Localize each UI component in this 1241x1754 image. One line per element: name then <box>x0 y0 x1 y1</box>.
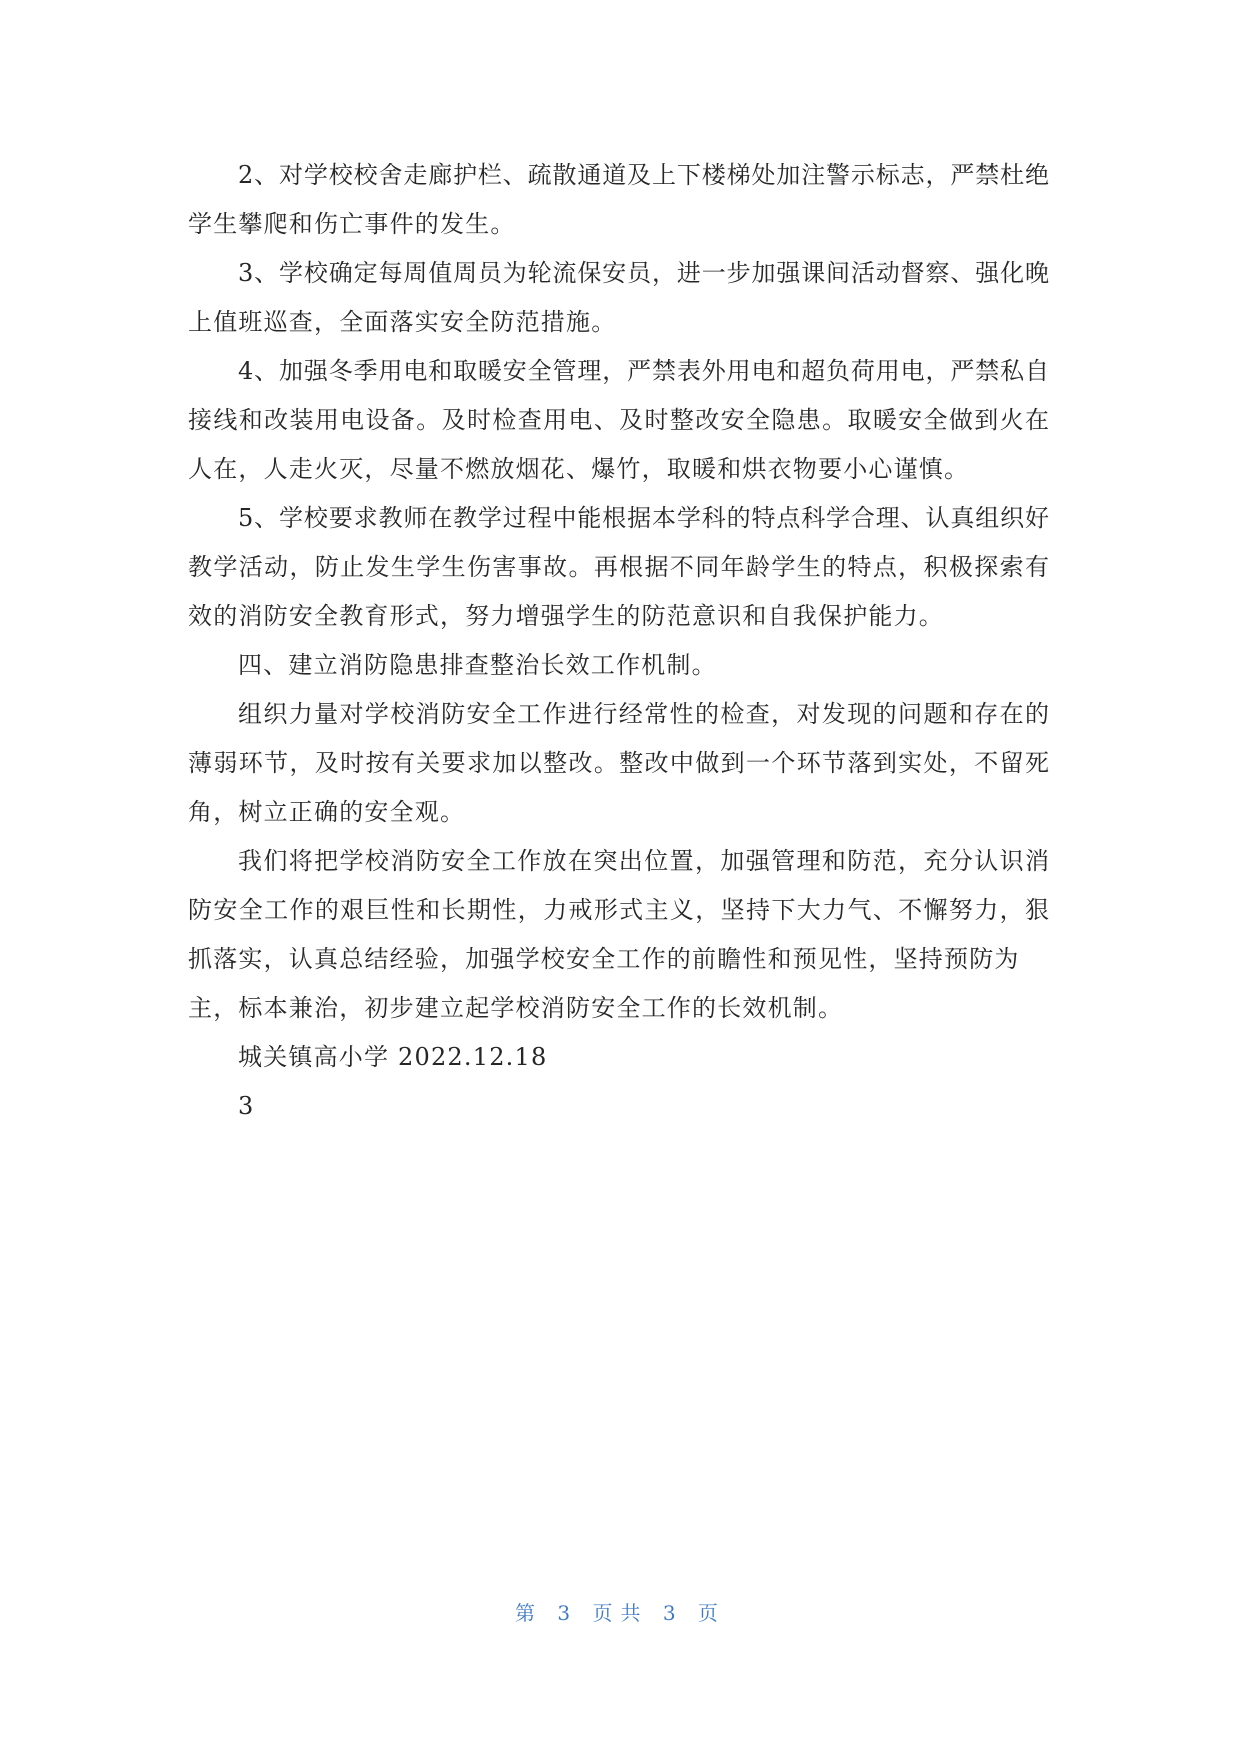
section-heading-line: 四、建立消防隐患排查整治长效工作机制。 <box>238 651 717 679</box>
paragraph-line: 效的消防安全教育形式，努力增强学生的防范意识和自我保护能力。 <box>188 602 944 630</box>
paragraph-item-5 <box>188 494 1049 641</box>
page-number-label: 第 3 页共 3 页 <box>515 1601 726 1625</box>
paragraph-line: 防安全工作的艰巨性和长期性，力戒形式主义，坚持下大力气、不懈努力，狠 <box>188 896 1049 924</box>
paragraph-item-2 <box>188 151 1049 249</box>
paragraph-line: 教学活动，防止发生学生伤害事故。再根据不同年龄学生的特点，积极探索有 <box>188 553 1049 581</box>
paragraph-line: 学生攀爬和伤亡事件的发生。 <box>188 210 516 238</box>
paragraph-line: 角，树立正确的安全观。 <box>188 798 466 826</box>
paragraph-line: 主，标本兼治，初步建立起学校消防安全工作的长效机制。 <box>188 994 844 1022</box>
trailing-number-line: 3 <box>238 1092 255 1120</box>
paragraph-line: 3、学校确定每周值周员为轮流保安员，进一步加强课间活动督察、强化晚 <box>238 259 1049 287</box>
paragraph-line: 组织力量对学校消防安全工作进行经常性的检查，对发现的问题和存在的 <box>238 700 1049 728</box>
paragraph-conclusion <box>188 837 1049 1033</box>
trailing-number <box>188 1082 1049 1131</box>
signature-line: 城关镇高小学 2022.12.18 <box>238 1043 548 1071</box>
paragraph-line: 我们将把学校消防安全工作放在突出位置，加强管理和防范，充分认识消 <box>238 847 1049 875</box>
paragraph-line: 5、学校要求教师在教学过程中能根据本学科的特点科学合理、认真组织好 <box>238 504 1049 532</box>
paragraph-item-4 <box>188 347 1049 494</box>
document-body <box>188 151 1049 1131</box>
paragraph-mechanism <box>188 690 1049 837</box>
paragraph-line: 人在，人走火灭，尽量不燃放烟花、爆竹，取暖和烘衣物要小心谨慎。 <box>188 455 970 483</box>
paragraph-line: 2、对学校校舍走廊护栏、疏散通道及上下楼梯处加注警示标志，严禁杜绝 <box>238 161 1049 189</box>
paragraph-line: 4、加强冬季用电和取暖安全管理，严禁表外用电和超负荷用电，严禁私自 <box>238 357 1049 385</box>
page-footer <box>0 1596 1241 1630</box>
paragraph-item-3 <box>188 249 1049 347</box>
signature-block <box>188 1033 1049 1082</box>
paragraph-line: 接线和改装用电设备。及时检查用电、及时整改安全隐患。取暖安全做到火在 <box>188 406 1049 434</box>
paragraph-line: 上值班巡查，全面落实安全防范措施。 <box>188 308 617 336</box>
paragraph-line: 薄弱环节，及时按有关要求加以整改。整改中做到一个环节落到实处，不留死 <box>188 749 1049 777</box>
section-heading <box>188 641 1049 690</box>
paragraph-line: 抓落实，认真总结经验，加强学校安全工作的前瞻性和预见性，坚持预防为 <box>188 945 1020 973</box>
